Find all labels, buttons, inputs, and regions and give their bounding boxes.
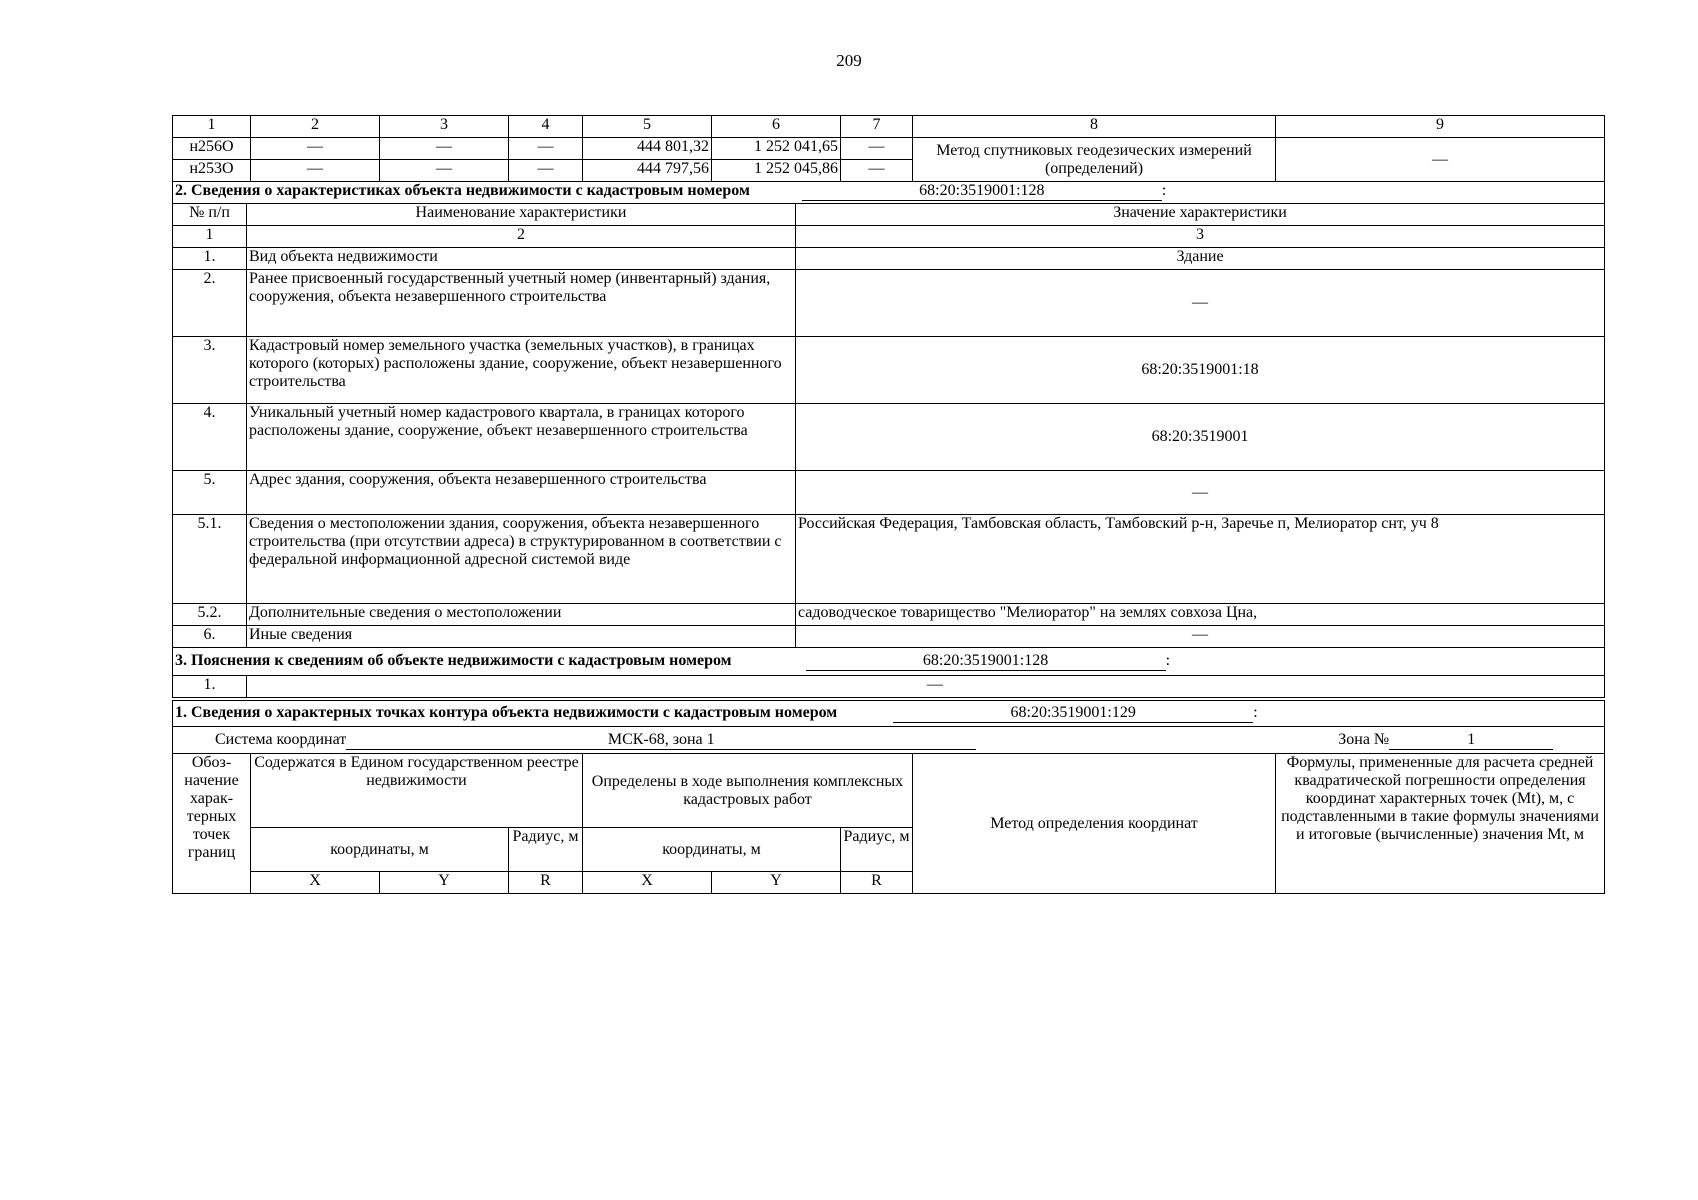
row-value: Здание bbox=[796, 248, 1605, 270]
col-header: 6 bbox=[712, 116, 841, 138]
y-value: 1 252 045,86 bbox=[712, 160, 841, 182]
table-row bbox=[173, 337, 1605, 404]
cell: — bbox=[251, 138, 380, 160]
row-value: — bbox=[796, 270, 1605, 337]
coords-header: координаты, м bbox=[583, 828, 841, 872]
row-value: — bbox=[796, 471, 1605, 515]
coords-header: координаты, м bbox=[251, 828, 509, 872]
section-title bbox=[173, 648, 1605, 676]
x-header: X bbox=[251, 872, 380, 894]
title-suffix: : bbox=[1253, 704, 1258, 721]
section-title-row bbox=[173, 648, 1605, 676]
table-row bbox=[173, 471, 1605, 515]
table-row bbox=[173, 404, 1605, 471]
row-value: — bbox=[796, 626, 1605, 648]
designation-header: Обоз-начение харак-терных точек границ bbox=[173, 754, 251, 894]
table-row bbox=[173, 676, 1605, 698]
col-header: 4 bbox=[509, 116, 583, 138]
col-header: 8 bbox=[913, 116, 1276, 138]
row-value: 68:20:3519001:18 bbox=[796, 337, 1605, 404]
value-header: Значение характеристики bbox=[796, 204, 1605, 226]
row-number: 1. bbox=[173, 676, 247, 698]
y-header: Y bbox=[712, 872, 841, 894]
col-header: 1 bbox=[173, 116, 251, 138]
index-cell: 1 bbox=[173, 226, 247, 248]
radius-header: Радиус, м bbox=[841, 828, 913, 872]
cadastral-number: 68:20:3519001:128 bbox=[802, 182, 1162, 201]
method-cell: Метод спутниковых геодезических измерений (определений) bbox=[913, 138, 1276, 182]
y-value: 1 252 041,65 bbox=[712, 138, 841, 160]
row-name: Кадастровый номер земельного участка (земельных участков), в границах которого (которых) расположены здание, сооружение, объект незавершенного строительства bbox=[247, 337, 796, 404]
contour-points-table bbox=[172, 700, 1605, 894]
formulas-header: Формулы, примененные для расчета средней квадратической погрешности определения координат характерных точек (Mt), м, с подставленными в такие формулы значениями и итоговые (вычисленные) значения Mt, м bbox=[1276, 754, 1605, 894]
coord-system-row bbox=[173, 727, 1605, 754]
row-value: садоводческое товарищество "Мелиоратор" на землях совхоза Цна, bbox=[796, 604, 1605, 626]
section-title bbox=[173, 182, 1605, 204]
index-cell: 2 bbox=[247, 226, 796, 248]
title-suffix: : bbox=[1165, 652, 1171, 669]
cadastral-number: 68:20:3519001:128 bbox=[806, 652, 1166, 671]
row-number: 2. bbox=[173, 270, 247, 337]
y-header: Y bbox=[380, 872, 509, 894]
cell: — bbox=[380, 160, 509, 182]
section-title bbox=[173, 701, 1605, 727]
egrn-header: Содержатся в Едином государственном реестре недвижимости bbox=[251, 754, 583, 828]
section-title-text: 2. Сведения о характеристиках объекта недвижимости с кадастровым номером bbox=[175, 182, 750, 199]
ckr-header: Определены в ходе выполнения комплексных кадастровых работ bbox=[583, 754, 913, 828]
zone-label: Зона № bbox=[1338, 730, 1390, 748]
row-name: Дополнительные сведения о местоположении bbox=[247, 604, 796, 626]
row-number: 6. bbox=[173, 626, 247, 648]
coord-system-value: МСК-68, зона 1 bbox=[346, 731, 976, 750]
col-header: 9 bbox=[1276, 116, 1605, 138]
method-header: Метод определения координат bbox=[913, 754, 1276, 894]
index-cell: 3 bbox=[796, 226, 1605, 248]
table-row bbox=[173, 515, 1605, 604]
table-header-row bbox=[173, 116, 1605, 138]
row-value: Российская Федерация, Тамбовская область, Тамбовский р-н, Заречье п, Мелиоратор снт, уч 8 bbox=[796, 515, 1605, 604]
row-number: 4. bbox=[173, 404, 247, 471]
table-row bbox=[173, 604, 1605, 626]
row-number: 5. bbox=[173, 471, 247, 515]
cell: — bbox=[251, 160, 380, 182]
table-header-row bbox=[173, 754, 1605, 828]
num-header: № п/п bbox=[173, 204, 247, 226]
point-label: н256О bbox=[173, 138, 251, 160]
row-name: Иные сведения bbox=[247, 626, 796, 648]
cell: — bbox=[841, 138, 913, 160]
cell: — bbox=[509, 138, 583, 160]
table-row bbox=[173, 248, 1605, 270]
col-header: 3 bbox=[380, 116, 509, 138]
table-row bbox=[173, 270, 1605, 337]
row-number: 1. bbox=[173, 248, 247, 270]
col-header: 7 bbox=[841, 116, 913, 138]
coordinates-table-continued bbox=[172, 115, 1605, 182]
row-value: 68:20:3519001 bbox=[796, 404, 1605, 471]
row-name: Ранее присвоенный государственный учетный номер (инвентарный) здания, сооружения, объекта незавершенного строительства bbox=[247, 270, 796, 337]
row-name: Адрес здания, сооружения, объекта незавершенного строительства bbox=[247, 471, 796, 515]
table-index-row bbox=[173, 226, 1605, 248]
row-number: 3. bbox=[173, 337, 247, 404]
section-title-text: 1. Сведения о характерных точках контура объекта недвижимости с кадастровым номером bbox=[175, 704, 838, 721]
x-header: X bbox=[583, 872, 712, 894]
r-header: R bbox=[841, 872, 913, 894]
table-row bbox=[173, 138, 1605, 160]
row-number: 5.1. bbox=[173, 515, 247, 604]
x-value: 444 797,56 bbox=[583, 160, 712, 182]
x-value: 444 801,32 bbox=[583, 138, 712, 160]
radius-header: Радиус, м bbox=[509, 828, 583, 872]
characteristics-table bbox=[172, 181, 1605, 698]
row-number: 5.2. bbox=[173, 604, 247, 626]
name-header: Наименование характеристики bbox=[247, 204, 796, 226]
col-header: 2 bbox=[251, 116, 380, 138]
r-header: R bbox=[509, 872, 583, 894]
col-header: 5 bbox=[583, 116, 712, 138]
cell: — bbox=[841, 160, 913, 182]
col9-cell: — bbox=[1276, 138, 1605, 182]
zone-value: 1 bbox=[1389, 731, 1553, 750]
coord-system-label: Система координат bbox=[215, 730, 347, 748]
title-suffix: : bbox=[1161, 182, 1167, 199]
table-row bbox=[173, 626, 1605, 648]
coord-system-cell bbox=[173, 727, 1605, 754]
row-name: Уникальный учетный номер кадастрового квартала, в границах которого расположены здание, сооружение, объект незавершенного строительства bbox=[247, 404, 796, 471]
cadastral-number: 68:20:3519001:129 bbox=[893, 704, 1253, 723]
section-title-text: 3. Пояснения к сведениям об объекте недвижимости с кадастровым номером bbox=[175, 652, 732, 669]
row-value: — bbox=[247, 676, 1605, 698]
section-title-row bbox=[173, 701, 1605, 727]
cell: — bbox=[380, 138, 509, 160]
row-name: Сведения о местоположении здания, сооружения, объекта незавершенного строительства (при отсутствии адреса) в структурированном в соответствии с федеральной информационной адресной системой виде bbox=[247, 515, 796, 604]
point-label: н253О bbox=[173, 160, 251, 182]
section-title-row bbox=[173, 182, 1605, 204]
page-number: 209 bbox=[836, 51, 862, 70]
table-header-row bbox=[173, 204, 1605, 226]
cell: — bbox=[509, 160, 583, 182]
row-name: Вид объекта недвижимости bbox=[247, 248, 796, 270]
